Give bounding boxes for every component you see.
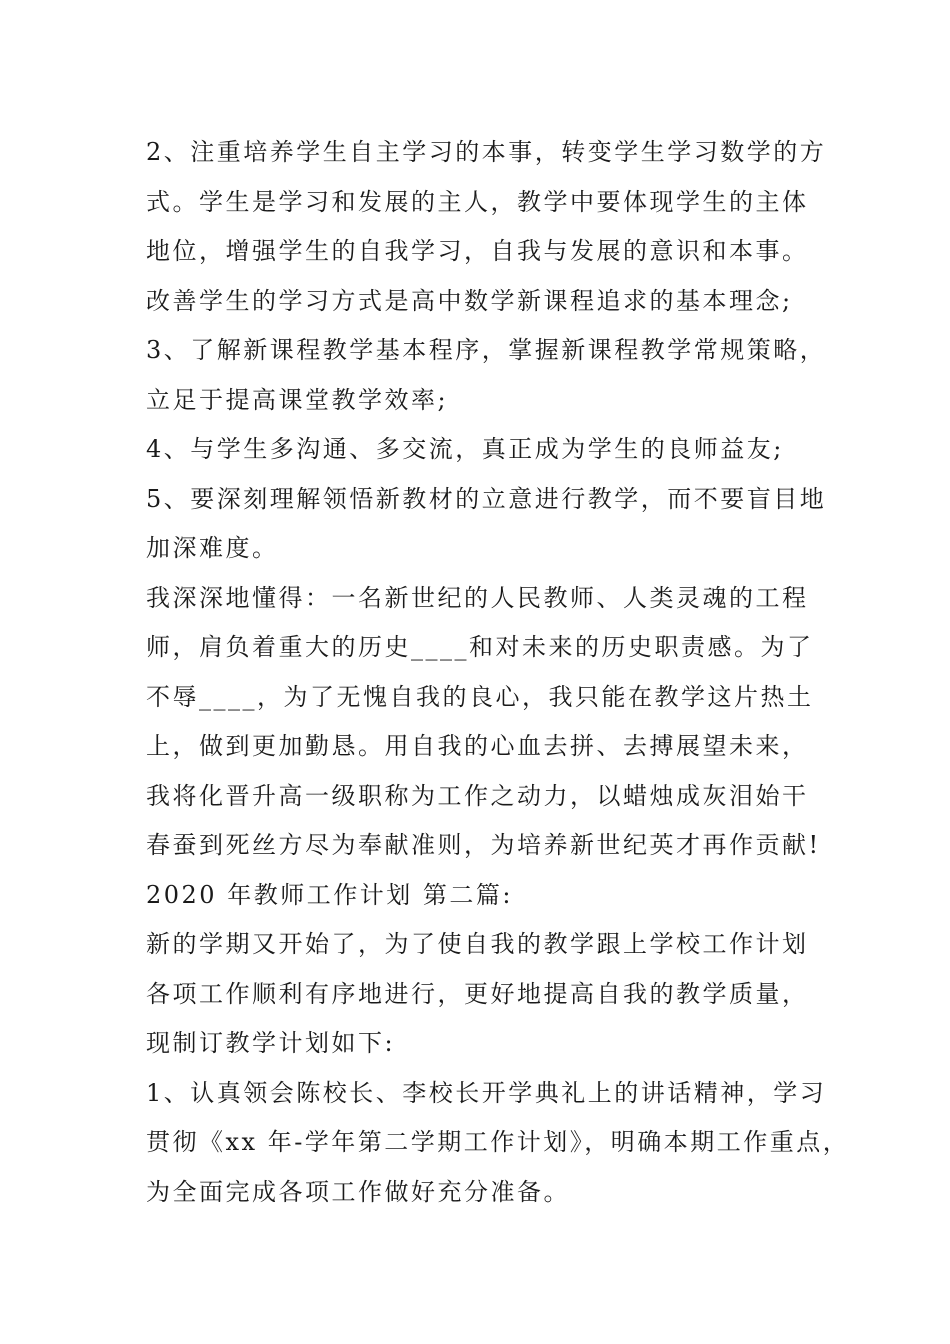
- text-line: 改善学生的学习方式是高中数学新课程追求的基本理念;: [146, 286, 793, 315]
- text-line: 4、与学生多沟通、多交流，真正成为学生的良师益友;: [146, 435, 784, 463]
- text-line: 1、认真领会陈校长、李校长开学典礼上的讲话精神，学习: [146, 1078, 827, 1107]
- text-line: 5、要深刻理解领悟新教材的立意进行教学，而不要盲目地: [146, 484, 827, 513]
- text-line: 我将化晋升高一级职称为工作之动力，以蜡烛成灰泪始干: [146, 781, 809, 810]
- text-line: 现制订教学计划如下:: [146, 1029, 396, 1057]
- text-line: 式。学生是学习和发展的主人，教学中要体现学生的主体: [146, 187, 809, 216]
- text-line: 各项工作顺利有序地进行，更好地提高自我的教学质量，: [146, 979, 809, 1008]
- text-line: 不辱____，为了无愧自我的良心，我只能在教学这片热土: [146, 682, 814, 711]
- text-line: 3、了解新课程教学基本程序，掌握新课程教学常规策略，: [146, 336, 827, 364]
- text-line: 我深深地懂得：一名新世纪的人民教师、人类灵魂的工程: [146, 583, 809, 612]
- text-line: 地位，增强学生的自我学习，自我与发展的意识和本事。: [146, 237, 809, 265]
- text-line: 为全面完成各项工作做好充分准备。: [146, 1177, 570, 1206]
- section-heading: 2020 年教师工作计划 第二篇:: [146, 880, 513, 909]
- document-body: [146, 128, 850, 1217]
- text-line: 上，做到更加勤恳。用自我的心血去拼、去搏展望未来，: [146, 732, 809, 760]
- text-line: 立足于提高课堂教学效率;: [146, 385, 449, 414]
- text-line: 师，肩负着重大的历史____和对未来的历史职责感。为了: [146, 633, 814, 661]
- text-line: 春蚕到死丝方尽为奉献准则，为培养新世纪英才再作贡献!: [146, 831, 821, 859]
- text-line: 贯彻《xx 年-学年第二学期工作计划》，明确本期工作重点，: [146, 1128, 850, 1156]
- text-line: 新的学期又开始了，为了使自我的教学跟上学校工作计划: [146, 930, 809, 958]
- text-line: 加深难度。: [146, 534, 279, 562]
- text-line: 2、注重培养学生自主学习的本事，转变学生学习数学的方: [146, 138, 827, 166]
